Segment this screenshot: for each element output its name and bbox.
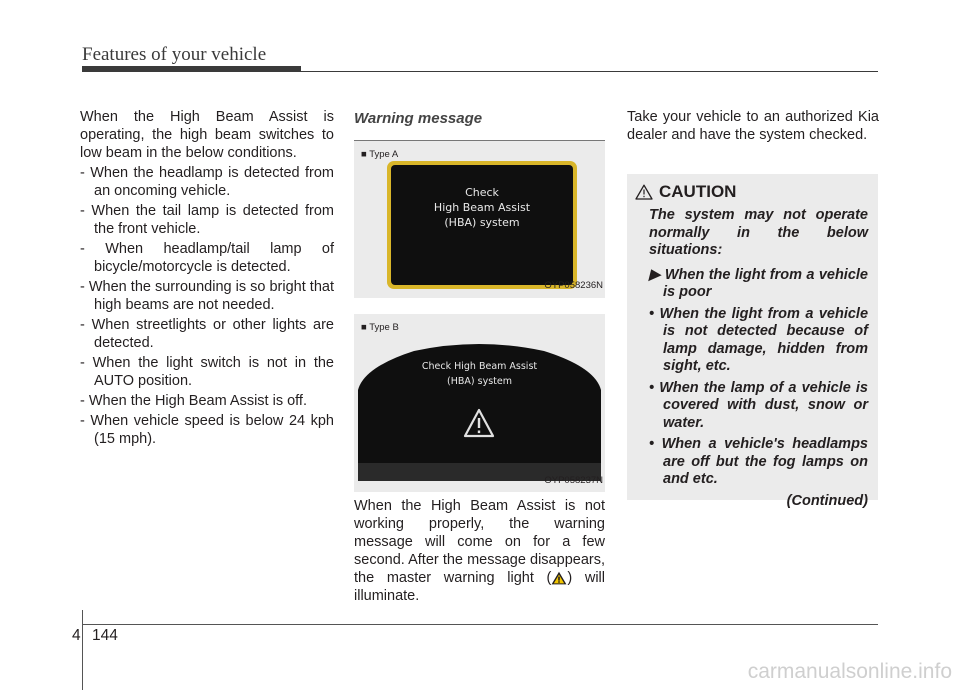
- condition-item: - When vehicle speed is below 24 kph (15 mph).: [80, 413, 334, 447]
- warning-explanation-paragraph: When the High Beam Assist is not working properly, the warning message will come on for a few second. After the message disappears, the master warning light ( ) will illuminate.: [354, 498, 605, 604]
- figure-a-code: OYP058236N: [544, 280, 603, 291]
- caution-title: CAUTION: [659, 182, 737, 201]
- left-column: [80, 108, 334, 450]
- master-warning-icon: [551, 571, 567, 585]
- condition-item: - When the tail lamp is detected from the front vehicle.: [80, 203, 334, 237]
- figure-b-label: ■ Type B: [361, 322, 399, 333]
- condition-item: - When the headlamp is detected from an oncoming vehicle.: [80, 165, 334, 199]
- condition-item: - When headlamp/tail lamp of bicycle/motorcycle is detected.: [80, 241, 334, 275]
- chapter-number: 4: [72, 627, 81, 644]
- caution-item: • When the light from a vehicle is not detected because of lamp damage, hidden from sight, etc.: [649, 305, 869, 374]
- figure-type-a: [354, 140, 605, 298]
- section-title-warning-message: Warning message: [354, 110, 483, 127]
- caution-triangle-icon: [635, 184, 653, 200]
- condition-list: [80, 164, 334, 448]
- cluster-display-type-a: [387, 161, 577, 289]
- footer-rule: [82, 624, 878, 625]
- cluster-screen-shape: [354, 335, 605, 485]
- figure-type-b: [354, 314, 605, 492]
- figure-a-label: ■ Type A: [361, 149, 399, 160]
- cluster-display-type-b: [354, 335, 605, 485]
- page-number: 144: [92, 627, 118, 644]
- footer-vertical-rule: [82, 610, 83, 690]
- figure-b-code: OYP058237N: [544, 475, 603, 486]
- caution-item: • When the lamp of a vehicle is covered with dust, snow or water.: [649, 379, 868, 431]
- condition-item: - When the surrounding is so bright that high beams are not needed.: [80, 279, 334, 313]
- condition-item: - When the light switch is not in the AUTO position.: [80, 355, 334, 389]
- condition-item: - When streetlights or other lights are detected.: [80, 317, 334, 351]
- watermark: carmanualsonline.info: [747, 660, 952, 683]
- continued-label: (Continued): [786, 492, 868, 509]
- display-message-b: Check High Beam Assist (HBA) system: [421, 361, 538, 387]
- caution-header: [635, 182, 868, 202]
- dealer-advice-paragraph: Take your vehicle to an authorized Kia dealer and have the system checked.: [627, 109, 879, 143]
- condition-item: - When the High Beam Assist is off.: [80, 393, 307, 409]
- middle-column: [354, 108, 605, 604]
- caution-body: [649, 207, 868, 510]
- header-rule: [82, 71, 878, 72]
- hba-intro-paragraph: When the High Beam Assist is operating, the high beam switches to low beam in the below conditions.: [80, 109, 334, 161]
- caution-lead: The system may not operate normally in the below situations:: [649, 207, 868, 258]
- caution-item: ▶ When the light from a vehicle is poor: [649, 266, 868, 300]
- caution-box: [627, 174, 878, 509]
- caution-list: [649, 267, 868, 489]
- right-column: [627, 108, 879, 144]
- page-header-title: Features of your vehicle: [82, 44, 267, 65]
- display-message-a: Check High Beam Assist (HBA) system: [433, 186, 531, 229]
- caution-item: • When a vehicle's headlamps are off but the fog lamps on and etc.: [649, 436, 868, 487]
